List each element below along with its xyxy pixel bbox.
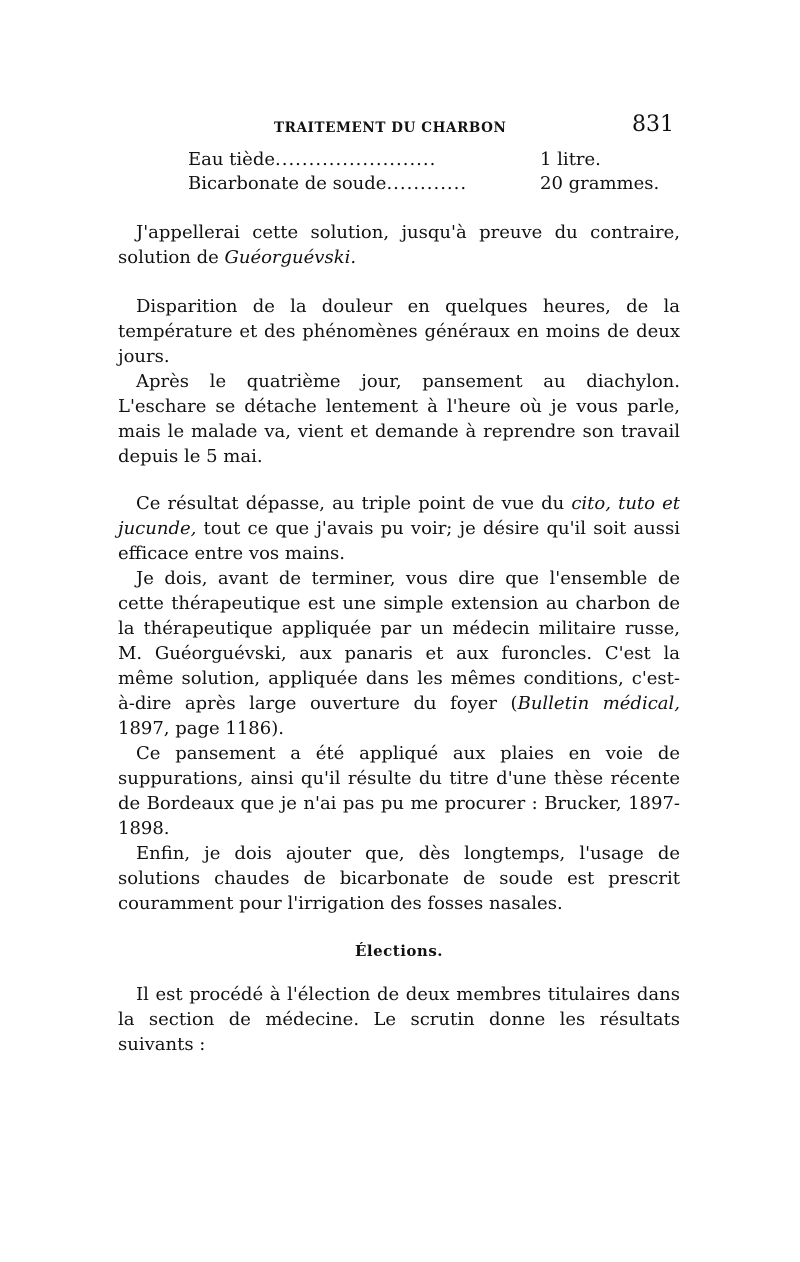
leader-dots: ............: [386, 173, 468, 194]
italic-run: cito, tuto et jucunde,: [118, 493, 680, 539]
ingredient-quantity: 20 grammes.: [540, 173, 660, 194]
text-run: tout ce que j'avais pu voir; je désire qu'il soit aussi efficace entre vos mains.: [118, 518, 680, 564]
paragraph-suppuration: Ce pansement a été appliqué aux plaies en voie de suppurations, ainsi qu'il résulte du titre d'une thèse récente de Bordeaux que je n'ai pas pu me procurer : Brucker, 1897-1898.: [118, 743, 680, 839]
paragraph-results: Disparition de la douleur en quelques heures, de la température et des phénomènes généraux en moins de deux jours.: [118, 296, 680, 367]
italic-run: Bulletin médical,: [517, 693, 680, 714]
page-header: [118, 112, 680, 148]
leader-dots: ........................: [275, 149, 437, 170]
paragraph-nasal-irrigation: Enfin, je dois ajouter que, dès longtemps, l'usage de solutions chaudes de bicarbonate de soude est prescrit couramment pour l'irrigation des fosses nasales.: [118, 843, 680, 914]
paragraph-origin: [118, 566, 680, 741]
running-title: TRAITEMENT DU CHARBON: [274, 120, 507, 136]
paragraph-conclusion: [118, 491, 680, 566]
recipe-table: [188, 148, 658, 196]
text-run: J'appellerai cette solution, jusqu'à preuve du contraire, solution de: [118, 222, 680, 268]
text-run: Ce résultat dépasse, au triple point de vue du: [136, 493, 572, 514]
ingredient-name: Bicarbonate de soude: [188, 173, 387, 194]
recipe-row: [188, 172, 658, 196]
ingredient-quantity: 1 litre.: [540, 149, 601, 170]
text-run: Je dois, avant de terminer, vous dire que l'ensemble de cette thérapeutique est une simple extension au charbon de la thérapeutique appliquée par un médecin militaire russe, M. Guéorguévski, aux panaris et aux furoncles. C'est la même solution, appliquée dans les mêmes conditions, c'est-à-dire après large ouverture du foyer (: [118, 568, 680, 714]
book-page: [118, 112, 680, 1057]
paragraph-election: Il est procédé à l'élection de deux membres titulaires dans la section de médecine. Le scrutin donne les résultats suivants :: [118, 984, 680, 1055]
italic-run: Guéorguévski.: [224, 247, 357, 268]
paragraph-fourth-day: Après le quatrième jour, pansement au diachylon. L'eschare se détache lentement à l'heure où je vous parle, mais le malade va, vient et demande à reprendre son travail depuis le 5 mai.: [118, 371, 680, 467]
section-title: Élections.: [354, 942, 443, 960]
paragraph-solution-name: [118, 220, 680, 270]
page-number: 831: [632, 112, 674, 137]
recipe-row: [188, 148, 658, 172]
recipe-ingredient-cell: [188, 172, 540, 196]
recipe-ingredient-cell: [188, 148, 540, 172]
ingredient-name: Eau tiède: [188, 149, 276, 170]
text-run: 1897, page 1186).: [118, 718, 284, 739]
